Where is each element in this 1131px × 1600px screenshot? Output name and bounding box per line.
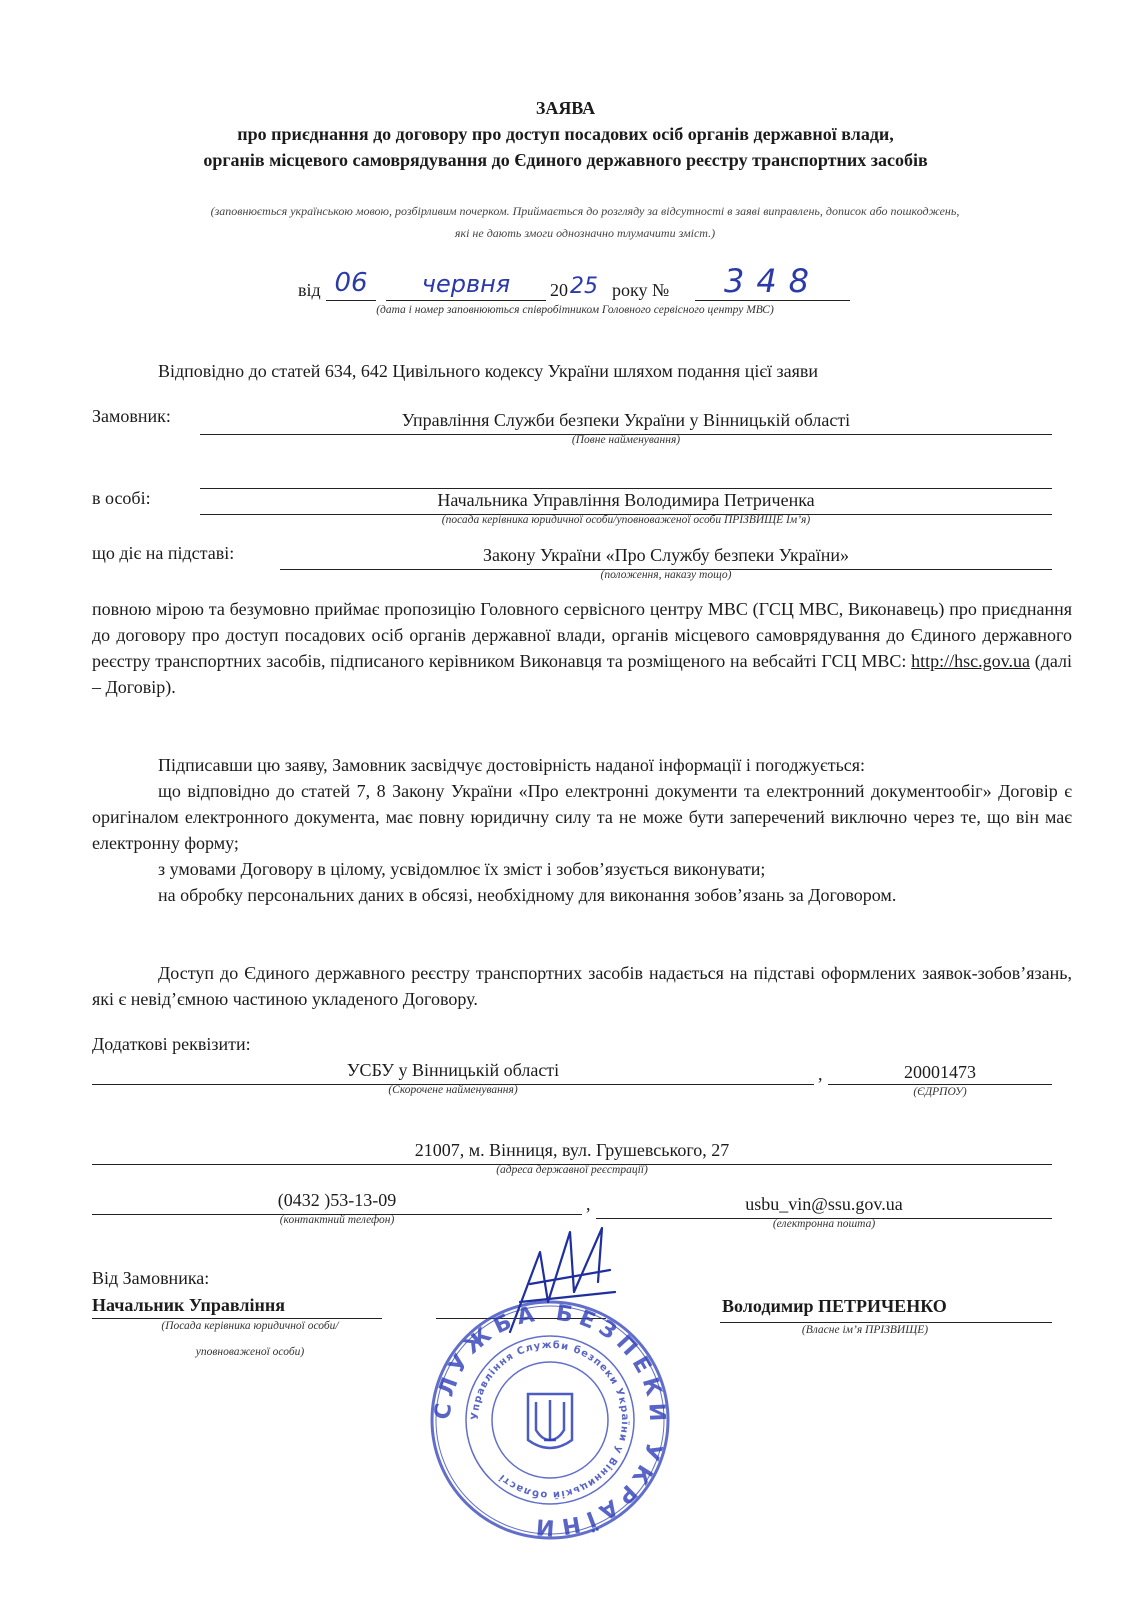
customer-caption: (Повне найменування) (571, 434, 681, 446)
short-name-caption: (Скорочене найменування) (388, 1084, 518, 1096)
agreement-point-3: на обробку персональних даних в обсязі, необхідному для виконання зобов’язань за Договором. (158, 885, 897, 905)
access-paragraph: Доступ до Єдиного державного реєстру транспортних засобів надається на підставі оформлених заявок-зобов’язань, які є невід’ємною частиною укладеного Договору. (92, 963, 1072, 1009)
stamp-outer-text: СЛУЖБА БЕЗПЕКИ УКРАЇНИ (430, 1300, 670, 1540)
name-line (720, 1322, 1052, 1323)
edrpou-value: 20001473 (904, 1062, 976, 1082)
position-caption-2: уповноваженої особи) (195, 1346, 305, 1358)
agreement-point-1: що відповідно до статей 7, 8 Закону України «Про електронні документи та електронний документообіг» Договір є оригіналом електронного документа, має повну юридичну силу та не може бути заперечений виключно через те, що він має електронну форму; (92, 781, 1072, 853)
number-handwritten: 348 (723, 262, 822, 300)
phone-caption: (контактний телефон) (279, 1214, 395, 1226)
person-caption: (посада керівника юридичної особи/уповноваженої особи ПРІЗВИЩЕ Ім’я) (441, 514, 811, 526)
extra-label: Додаткові реквізити: (92, 1034, 251, 1054)
short-name-value: УСБУ у Вінницькій області (346, 1060, 560, 1080)
date-caption: (дата і номер заповнюються співробітником Головного сервісного центру МВС) (376, 304, 774, 316)
hsc-link[interactable]: http://hsc.gov.ua (911, 651, 1030, 671)
agreement-point-2: з умовами Договору в цілому, усвідомлює їх зміст і зобов’язується виконувати; (158, 859, 766, 879)
trident-emblem (528, 1394, 572, 1448)
basis-label: що діє на підставі: (92, 543, 235, 563)
email-value: usbu_vin@ssu.gov.ua (745, 1194, 903, 1214)
year-word: року № (612, 280, 670, 300)
signer-name: Володимир ПЕТРИЧЕНКО (722, 1296, 947, 1316)
customer-value: Управління Служби безпеки України у Вінницькій області (401, 410, 851, 430)
year-handwritten: 25 (570, 274, 598, 299)
month-handwritten: червня (421, 270, 511, 298)
day-handwritten: 06 (334, 268, 368, 298)
customer-extra-line (200, 488, 1052, 489)
edrpou-caption: (ЄДРПОУ) (913, 1086, 967, 1098)
instructions-line1: (заповнюється українською мовою, розбірливим почерком. Приймається до розгляду за відсутності в заяві виправлень, дописок або пошкоджень, (210, 204, 960, 218)
email-caption: (електронна пошта) (772, 1218, 876, 1230)
day-line (326, 300, 376, 301)
acceptance-text-end: (далі – Договір). (92, 651, 1072, 697)
basis-caption: (положення, наказу тощо) (600, 569, 732, 581)
date-prefix: від (298, 280, 321, 300)
signer-position: Начальник Управління (92, 1295, 285, 1315)
acceptance-text: повною мірою та безумовно приймає пропозицію Головного сервісного центру МВС (ГСЦ МВС, Виконавець) про приєднання до договору про доступ посадових осіб органів державної влади, органів місцевого самоврядування до Єдиного державного реєстру транспортних засобів, підписаного керівником Виконавця та розміщеного на вебсайті ГСЦ МВС: (92, 599, 1072, 671)
basis-value: Закону України «Про Службу безпеки України» (483, 545, 849, 565)
from-customer-label: Від Замовника: (92, 1268, 210, 1288)
position-line (92, 1318, 382, 1319)
address-caption: (адреса державної реєстрації) (496, 1164, 648, 1176)
comma-separator-2: , (586, 1194, 591, 1214)
instructions-line2: які не дають змоги однозначно тлумачити зміст.) (454, 226, 716, 240)
name-caption: (Власне ім’я ПРІЗВИЩЕ) (801, 1324, 929, 1336)
month-line (386, 300, 546, 301)
number-line (695, 300, 850, 301)
document-subtitle-line2: органів місцевого самоврядування до Єдиного державного реєстру транспортних засобів (203, 150, 928, 170)
person-value: Начальника Управління Володимира Петриченка (437, 490, 815, 510)
position-caption-1: (Посада керівника юридичної особи/ (161, 1320, 339, 1332)
document-title: ЗАЯВА (535, 98, 596, 118)
comma-separator: , (818, 1064, 823, 1084)
edrpou-line (828, 1084, 1052, 1085)
acceptance-paragraph (92, 596, 1072, 700)
handwritten-signature (500, 1222, 630, 1342)
year-prefix: 20 (550, 280, 568, 300)
intro-text: Відповідно до статей 634, 642 Цивільного кодексу України шляхом подання цієї заяви (158, 361, 819, 381)
address-value: 21007, м. Вінниця, вул. Грушевського, 27 (414, 1140, 730, 1160)
stamp-inner-text: Управління Служби безпеки України у Вінницькій області (469, 1339, 631, 1501)
agreement-intro: Підписавши цю заяву, Замовник засвідчує достовірність наданої інформації і погоджується: (158, 755, 866, 775)
customer-label: Замовник: (92, 406, 171, 426)
person-label: в особі: (92, 488, 151, 508)
phone-value: (0432 )53-13-09 (277, 1190, 397, 1210)
document-subtitle-line1: про приєднання до договору про доступ посадових осіб органів державної влади, (237, 124, 894, 144)
